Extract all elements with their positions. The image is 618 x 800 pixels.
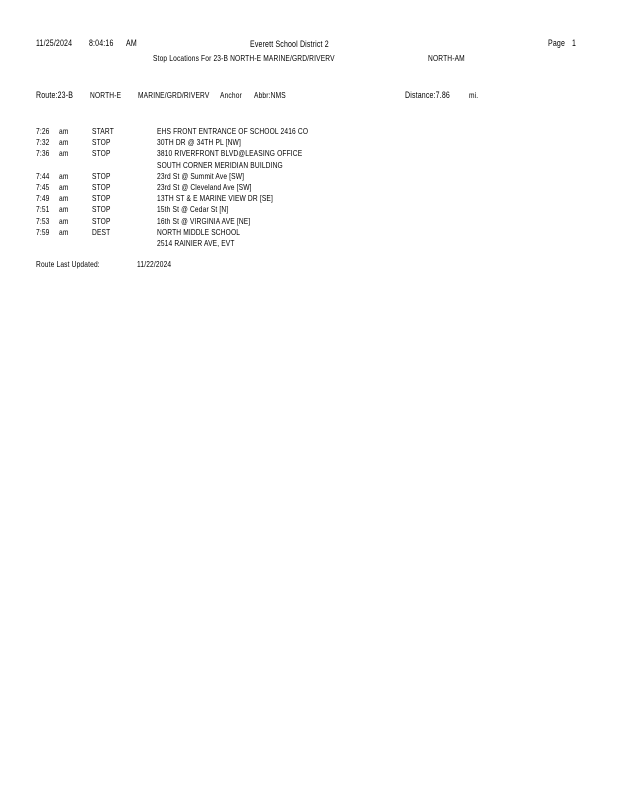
stop-type: STOP (92, 193, 111, 204)
stop-time: 7:51 (36, 204, 50, 215)
report-time: 8:04:16 (89, 38, 114, 48)
stop-location: 2514 RAINIER AVE, EVT (157, 238, 235, 248)
distance-unit: mi. (469, 90, 479, 100)
stop-ampm: am (59, 182, 69, 192)
stop-type: STOP (92, 204, 111, 215)
page-label: Page (548, 38, 566, 48)
report-ampm: AM (126, 38, 137, 48)
stop-ampm: am (59, 137, 69, 148)
route-name-1: NORTH-E (90, 90, 122, 100)
stop-time: 7:59 (36, 226, 50, 237)
stop-location: SOUTH CORNER MERIDIAN BUILDING (157, 159, 283, 170)
stop-ampm: am (59, 204, 69, 215)
report-date: 11/25/2024 (36, 38, 73, 48)
stop-ampm: am (59, 215, 69, 226)
stop-ampm: am (59, 148, 69, 159)
last-updated-date: 11/22/2024 (137, 259, 172, 269)
route-distance: Distance:7.86 (405, 90, 450, 100)
stop-location: 23rd St @ Summit Ave [SW] (157, 170, 245, 181)
stop-ampm: am (59, 126, 69, 136)
stop-location: 3810 RIVERFRONT BLVD@LEASING OFFICE (157, 148, 303, 159)
stop-type: STOP (92, 215, 111, 226)
stop-type: STOP (92, 148, 111, 159)
report-subtitle: Stop Locations For 23-B NORTH-E MARINE/GRD/RIVERV (153, 53, 335, 63)
stop-location: NORTH MIDDLE SCHOOL (157, 226, 241, 237)
stop-time: 7:44 (36, 170, 50, 181)
stop-type: START (92, 126, 114, 136)
stop-location: 13TH ST & E MARINE VIEW DR [SE] (157, 193, 273, 204)
stop-time: 7:53 (36, 215, 50, 226)
stop-location: 16th St @ VIRGINIA AVE [NE] (157, 215, 251, 226)
stop-location: 15th St @ Cedar St [N] (157, 204, 229, 215)
stop-location: 30TH DR @ 34TH PL [NW] (157, 137, 241, 148)
run-name: NORTH-AM (428, 53, 465, 63)
stop-ampm: am (59, 193, 69, 204)
stop-time: 7:36 (36, 148, 50, 159)
stop-time: 7:32 (36, 137, 50, 148)
stop-location: 23rd St @ Cleveland Ave [SW] (157, 182, 252, 192)
stop-location: EHS FRONT ENTRANCE OF SCHOOL 2416 CO (157, 126, 309, 136)
stop-type: STOP (92, 182, 111, 192)
anchor-label: Anchor (220, 90, 242, 100)
route-abbr: Abbr:NMS (254, 90, 286, 100)
stop-ampm: am (59, 226, 69, 237)
stop-type: STOP (92, 170, 111, 181)
stop-time: 7:49 (36, 193, 50, 204)
last-updated-label: Route Last Updated: (36, 259, 100, 269)
route-name-2: MARINE/GRD/RIVERV (138, 90, 210, 100)
stop-time: 7:45 (36, 182, 50, 192)
page-number: 1 (572, 38, 577, 48)
route-id: Route:23-B (36, 90, 74, 100)
stop-type: STOP (92, 137, 111, 148)
organization-name: Everett School District 2 (250, 39, 329, 49)
stop-time: 7:26 (36, 126, 50, 136)
stop-ampm: am (59, 170, 69, 181)
stop-type: DEST (92, 226, 111, 237)
